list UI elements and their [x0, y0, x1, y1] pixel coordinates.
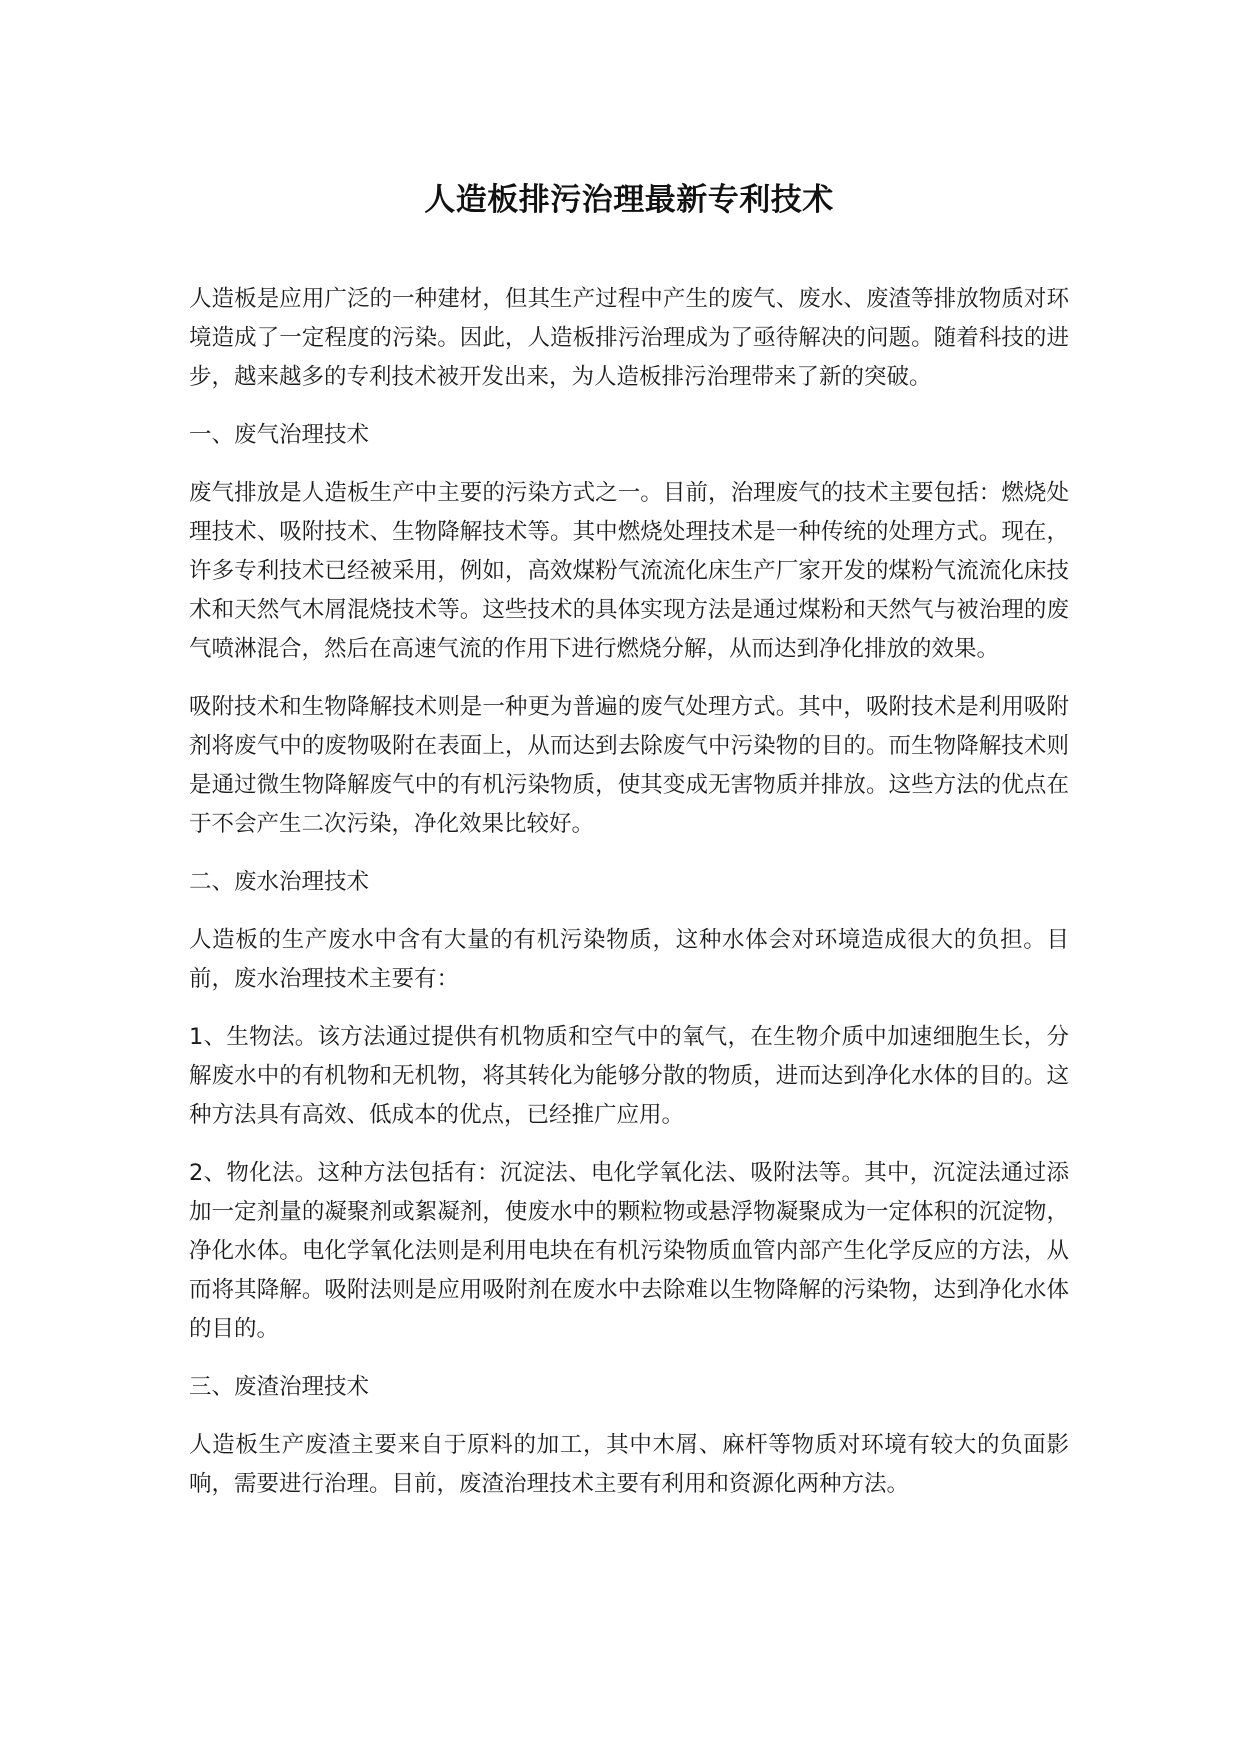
- section-paragraph: 2、物化法。这种方法包括有：沉淀法、电化学氧化法、吸附法等。其中，沉淀法通过添加一定剂量的凝聚剂或絮凝剂，使废水中的颗粒物或悬浮物凝聚成为一定体积的沉淀物，净化水体。电化学氧化法则是利用电块在有机污染物质血管内部产生化学反应的方法，从而将其降解。吸附法则是应用吸附剂在废水中去除难以生物降解的污染物，达到净化水体的目的。: [189, 1160, 1069, 1342]
- section-waste-water: [189, 863, 1069, 1349]
- section-waste-gas: [189, 416, 1069, 844]
- section-heading: 三、废渣治理技术: [189, 1374, 370, 1400]
- intro-paragraph: 人造板是应用广泛的一种建材，但其生产过程中产生的废气、废水、废渣等排放物质对环境造成了一定程度的污染。因此，人造板排污治理成为了亟待解决的问题。随着科技的进步，越来越多的专利技术被开发出来，为人造板排污治理带来了新的突破。: [189, 286, 1069, 390]
- section-waste-residue: [189, 1368, 1069, 1504]
- section-paragraph: 1、生物法。该方法通过提供有机物质和空气中的氧气，在生物介质中加速细胞生长，分解废水中的有机物和无机物，将其转化为能够分散的物质，进而达到净化水体的目的。这种方法具有高效、低成本的优点，已经推广应用。: [189, 1024, 1069, 1128]
- section-paragraph: 废气排放是人造板生产中主要的污染方式之一。目前，治理废气的技术主要包括：燃烧处理技术、吸附技术、生物降解技术等。其中燃烧处理技术是一种传统的处理方式。现在，许多专利技术已经被采用，例如，高效煤粉气流流化床生产厂家开发的煤粉气流流化床技术和天然气木屑混烧技术等。这些技术的具体实现方法是通过煤粉和天然气与被治理的废气喷淋混合，然后在高速气流的作用下进行燃烧分解，从而达到净化排放的效果。: [189, 480, 1069, 662]
- section-paragraph: 人造板的生产废水中含有大量的有机污染物质，这种水体会对环境造成很大的负担。目前，废水治理技术主要有：: [189, 927, 1069, 992]
- section-heading: 二、废水治理技术: [189, 869, 370, 895]
- document-content: [189, 178, 1069, 1523]
- section-heading: 一、废气治理技术: [189, 422, 370, 448]
- section-paragraph: 吸附技术和生物降解技术则是一种更为普遍的废气处理方式。其中，吸附技术是利用吸附剂将废气中的废物吸附在表面上，从而达到去除废气中污染物的目的。而生物降解技术则是通过微生物降解废气中的有机污染物质，使其变成无害物质并排放。这些方法的优点在于不会产生二次污染，净化效果比较好。: [189, 694, 1069, 837]
- section-paragraph: 人造板生产废渣主要来自于原料的加工，其中木屑、麻杆等物质对环境有较大的负面影响，需要进行治理。目前，废渣治理技术主要有利用和资源化两种方法。: [189, 1432, 1069, 1497]
- document-title: 人造板排污治理最新专利技术: [424, 182, 834, 218]
